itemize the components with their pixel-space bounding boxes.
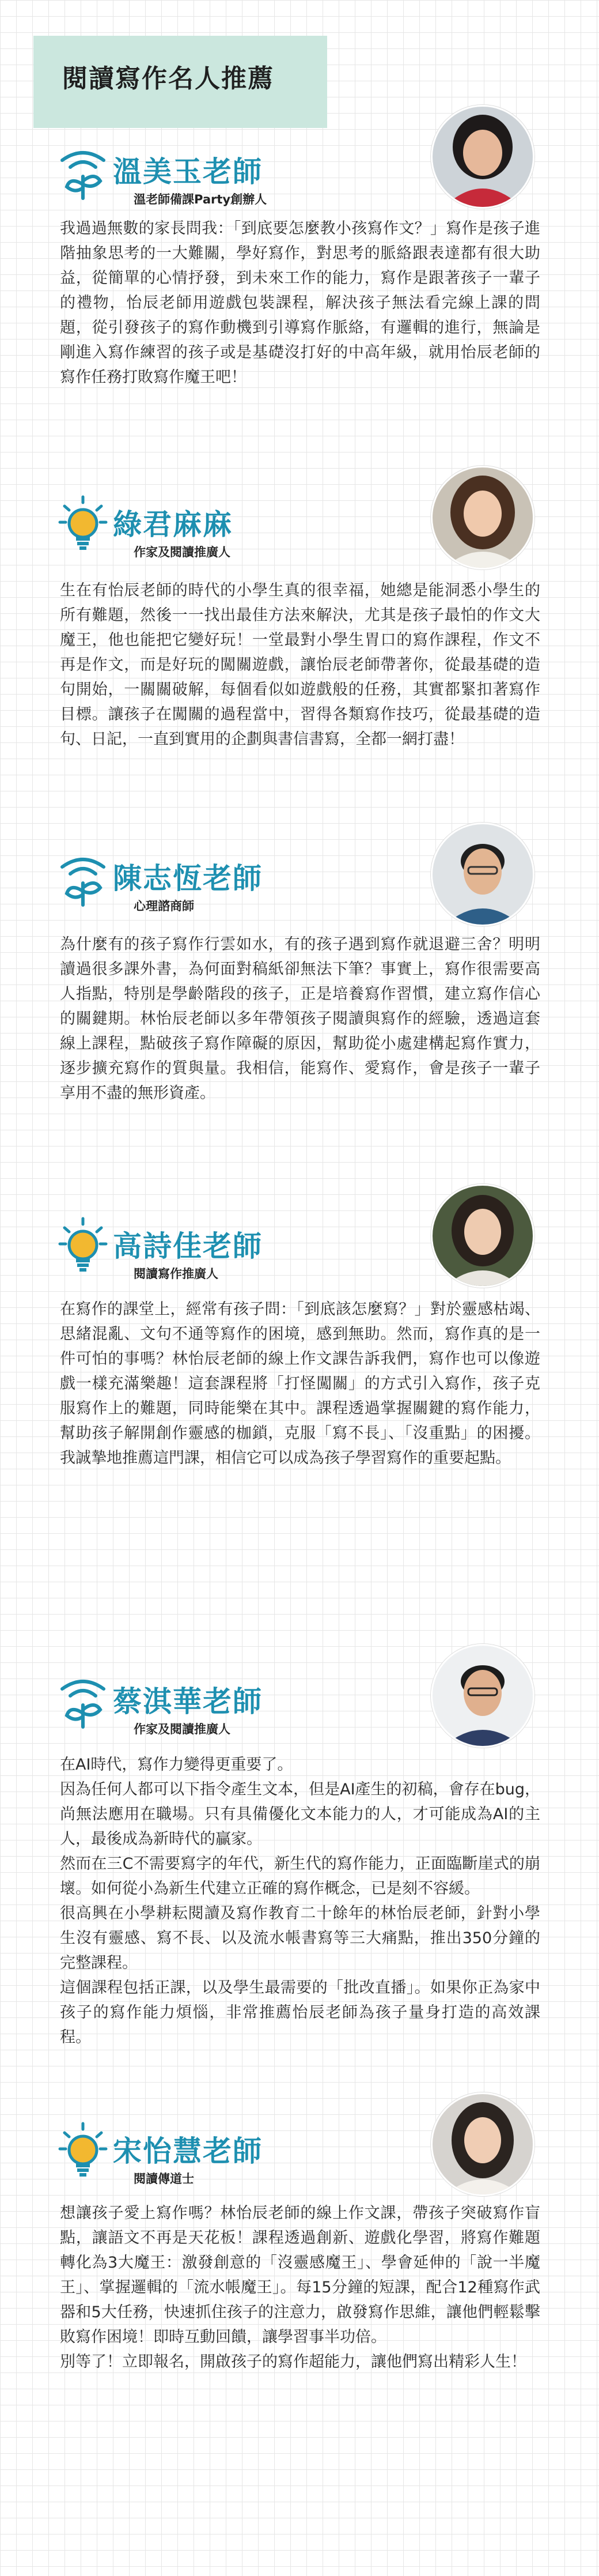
teacher-name: 高詩佳老師	[113, 1229, 263, 1263]
teacher-name: 溫美玉老師	[113, 155, 263, 188]
bio-paragraph: 在AI時代，寫作力變得更重要了。	[60, 1756, 293, 1774]
avatar	[431, 1644, 534, 1748]
bio-paragraph: 因為任何人都可以下指令產生文本，但是AI產生的初稿，會存在bug，尚無法應用在職場。只有具備優化文本能力的人，才可能成為AI的主人，最後成為新時代的贏家。	[60, 1781, 540, 1848]
teacher-role: 溫老師備課Party創辦人	[134, 193, 267, 206]
teacher-name: 綠君麻麻	[113, 508, 233, 541]
lightbulb-icon	[58, 2121, 108, 2179]
sprout-icon	[58, 143, 108, 201]
bio-paragraph: 為什麼有的孩子寫作行雲如水，有的孩子遇到寫作就退避三舍？明明讀過很多課外書，為何面對稿紙卻無法下筆？事實上，寫作很需要高人指點，特別是學齡階段的孩子，正是培養寫作習慣，建立寫作信心的關鍵期。林怡辰老師以多年帶領孩子閱讀與寫作的經驗，透過這套線上課程，點破孩子寫作障礙的原因，幫助從小處建構起寫作實力，逐步擴充寫作的質與量。我相信，能寫作、愛寫作，會是孩子一輩子享用不盡的無形資產。	[60, 936, 540, 1102]
bio-paragraph: 在寫作的課堂上，經常有孩子問：「到底該怎麼寫？」對於靈感枯竭、思緒混亂、文句不通等寫作的困境，感到無助。然而，寫作真的是一件可怕的事嗎？林怡辰老師的線上作文課告訴我們，寫作也可以像遊戲一樣充滿樂趣！這套課程將「打怪闖關」的方式引入寫作，孩子克服寫作上的難題，同時能樂在其中。課程透過掌握關鍵的寫作能力，幫助孩子解開創作靈感的枷鎖，克服「寫不長」、「沒重點」的困擾。我誠摯地推薦這門課，相信它可以成為孩子學習寫作的重要起點。	[60, 1300, 540, 1467]
teacher-name: 宋怡慧老師	[113, 2134, 263, 2168]
teacher-name: 蔡淇華老師	[113, 1685, 263, 1718]
lightbulb-icon	[58, 1216, 108, 1274]
sprout-icon	[58, 1672, 108, 1729]
teacher-role: 作家及閱讀推廣人	[134, 545, 230, 559]
teacher-bio	[60, 578, 540, 752]
teacher-bio	[60, 1297, 540, 1470]
teacher-role: 閱讀傳道士	[134, 2172, 194, 2186]
avatar	[431, 105, 534, 209]
lightbulb-icon	[58, 495, 108, 552]
avatar	[431, 466, 534, 569]
teacher-role: 閱讀寫作推廣人	[134, 1267, 218, 1281]
teacher-bio	[60, 216, 540, 390]
page-title: 閱讀寫作名人推薦	[62, 64, 274, 93]
avatar	[431, 823, 534, 926]
bio-paragraph: 生在有怡辰老師的時代的小學生真的很幸福，她總是能洞悉小學生的所有難題，然後一一找出最佳方法來解決，尤其是孩子最怕的作文大魔王，他也能把它變好玩！一堂最對小學生胃口的寫作課程，作文不再是作文，而是好玩的闖關遊戲，讓怡辰老師帶著你，從最基礎的造句開始，一關關破解，每個看似如遊戲般的任務，其實都緊扣著寫作目標。讓孩子在闖關的過程當中，習得各類寫作技巧，從最基礎的造句、日記，一直到實用的企劃與書信書寫，全都一網打盡！	[60, 582, 540, 748]
bio-paragraph: 這個課程包括正課，以及學生最需要的「批改直播」。如果你正為家中孩子的寫作能力煩惱，非常推薦怡辰老師為孩子量身打造的高效課程。	[60, 1979, 540, 2046]
teacher-bio	[60, 1752, 540, 2050]
bio-paragraph: 很高興在小學耕耘閱讀及寫作教育二十餘年的林怡辰老師，針對小學生沒有靈感、寫不長、以及流水帳書寫等三大痛點，推出350分鐘的完整課程。	[60, 1904, 540, 1972]
bio-paragraph: 然而在三C不需要寫字的年代，新生代的寫作能力，正面臨斷崖式的崩壞。如何從小為新生代建立正確的寫作概念，已是刻不容緩。	[60, 1855, 540, 1898]
teacher-role: 心理諮商師	[134, 899, 194, 913]
teacher-name: 陳志恆老師	[113, 862, 263, 895]
bio-paragraph: 想讓孩子愛上寫作嗎？林怡辰老師的線上作文課，帶孩子突破寫作盲點，讓語文不再是天花板！課程透過創新、遊戲化學習，將寫作難題轉化為3大魔王：激發創意的「沒靈感魔王」、學會延伸的「說一半魔王」、掌握邏輯的「流水帳魔王」。每15分鐘的短課，配合12種寫作武器和5大任務，快速抓住孩子的注意力，啟發寫作思維，讓他們輕鬆擊敗寫作困境！即時互動回饋，讓學習事半功倍。	[60, 2204, 540, 2346]
teacher-role: 作家及閱讀推廣人	[134, 1722, 230, 1736]
teacher-bio	[60, 2201, 540, 2374]
avatar	[431, 1184, 534, 1288]
sprout-icon	[58, 850, 108, 907]
bio-paragraph: 別等了！立即報名，開啟孩子的寫作超能力，讓他們寫出精彩人生！	[60, 2353, 526, 2371]
avatar	[431, 2092, 534, 2196]
bio-paragraph: 我過過無數的家長問我：「到底要怎麼教小孩寫作文？」寫作是孩子進階抽象思考的一大難關，學好寫作，對思考的脈絡跟表達都有很大助益，從簡單的心情抒發，到未來工作的能力，寫作是跟著孩子一輩子的禮物，怡辰老師用遊戲包裝課程，解決孩子無法看完線上課的問題，從引發孩子的寫作動機到引導寫作脈絡，有邏輯的進行，無論是剛進入寫作練習的孩子或是基礎沒打好的中高年級，就用怡辰老師的寫作任務打敗寫作魔王吧！	[60, 220, 540, 386]
teacher-bio	[60, 932, 540, 1106]
